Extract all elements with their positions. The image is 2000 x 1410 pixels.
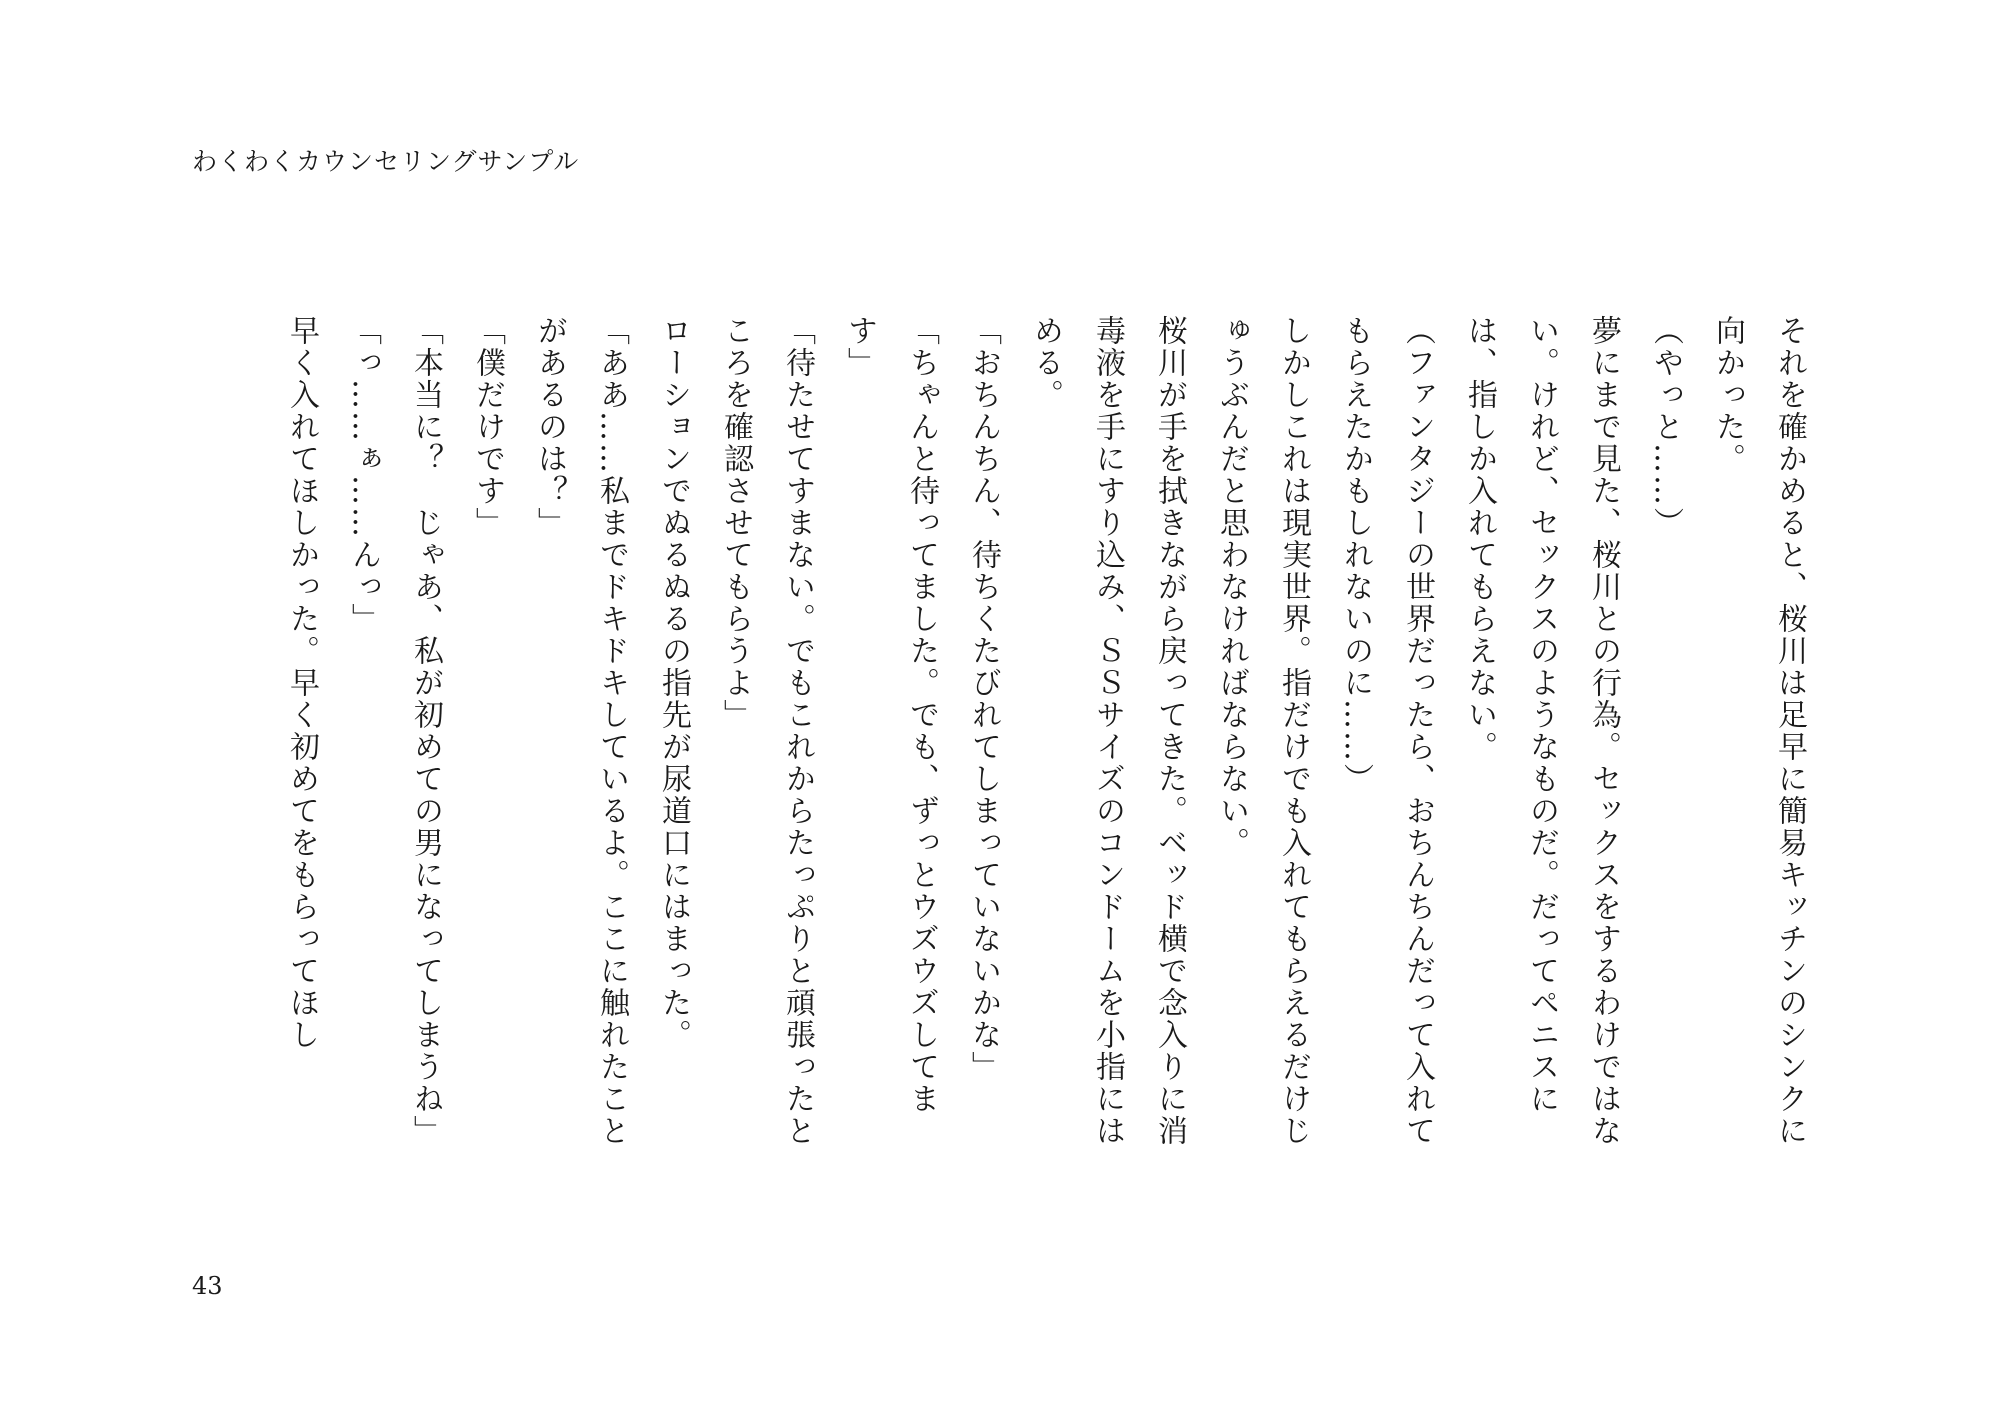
- paragraph: 早く入れてほしかった。早く初めてをもらってほし: [284, 315, 319, 1051]
- page-number: 43: [192, 1272, 223, 1300]
- dialogue-line: 「ちゃんと待ってました。でも、ずっとウズウズしてます」: [842, 315, 939, 1115]
- dialogue-line: 「僕だけです」: [470, 315, 505, 539]
- paragraph: しかしこれは現実世界。指だけでも入れてもらえるだけじゅうぶんだと思わなければならない。: [1214, 315, 1311, 1147]
- paragraph: （ファンタジーの世界だったら、おちんちんだって入れてもらえたかもしれないのに……）: [1338, 315, 1435, 1147]
- paragraph: それを確かめると、桜川は足早に簡易キッチンのシンクに向かった。: [1710, 315, 1807, 1147]
- paragraph: （やっと……）: [1648, 315, 1683, 539]
- dialogue-line: 「本当に？ じゃあ、私が初めての男になってしまうね」: [408, 315, 443, 1147]
- paragraph: ローションでぬるぬるの指先が尿道口にはまった。: [656, 315, 691, 1051]
- running-header: わくわくカウンセリングサンプル: [192, 147, 580, 176]
- paragraph: 夢にまで見た、桜川との行為。セックスをするわけではない。けれど、セックスのようなものだ。だってペニスには、指しか入れてもらえない。: [1462, 315, 1621, 1147]
- dialogue-line: 「っ……ぁ……んっ」: [346, 315, 381, 635]
- dialogue-line: 「待たせてすまない。でもこれからたっぷりと頑張ったところを確認させてもらうよ」: [718, 315, 815, 1147]
- vertical-text-body: [180, 315, 1820, 1155]
- paragraph: 桜川が手を拭きながら戻ってきた。ベッド横で念入りに消毒液を手にすり込み、ＳＳサイズのコンドームを小指にはめる。: [1028, 315, 1187, 1147]
- dialogue-line: 「おちんちん、待ちくたびれてしまっていないかな」: [966, 315, 1001, 1083]
- dialogue-line: 「ああ……私までドキドキしているよ。ここに触れたことがあるのは？」: [532, 315, 629, 1147]
